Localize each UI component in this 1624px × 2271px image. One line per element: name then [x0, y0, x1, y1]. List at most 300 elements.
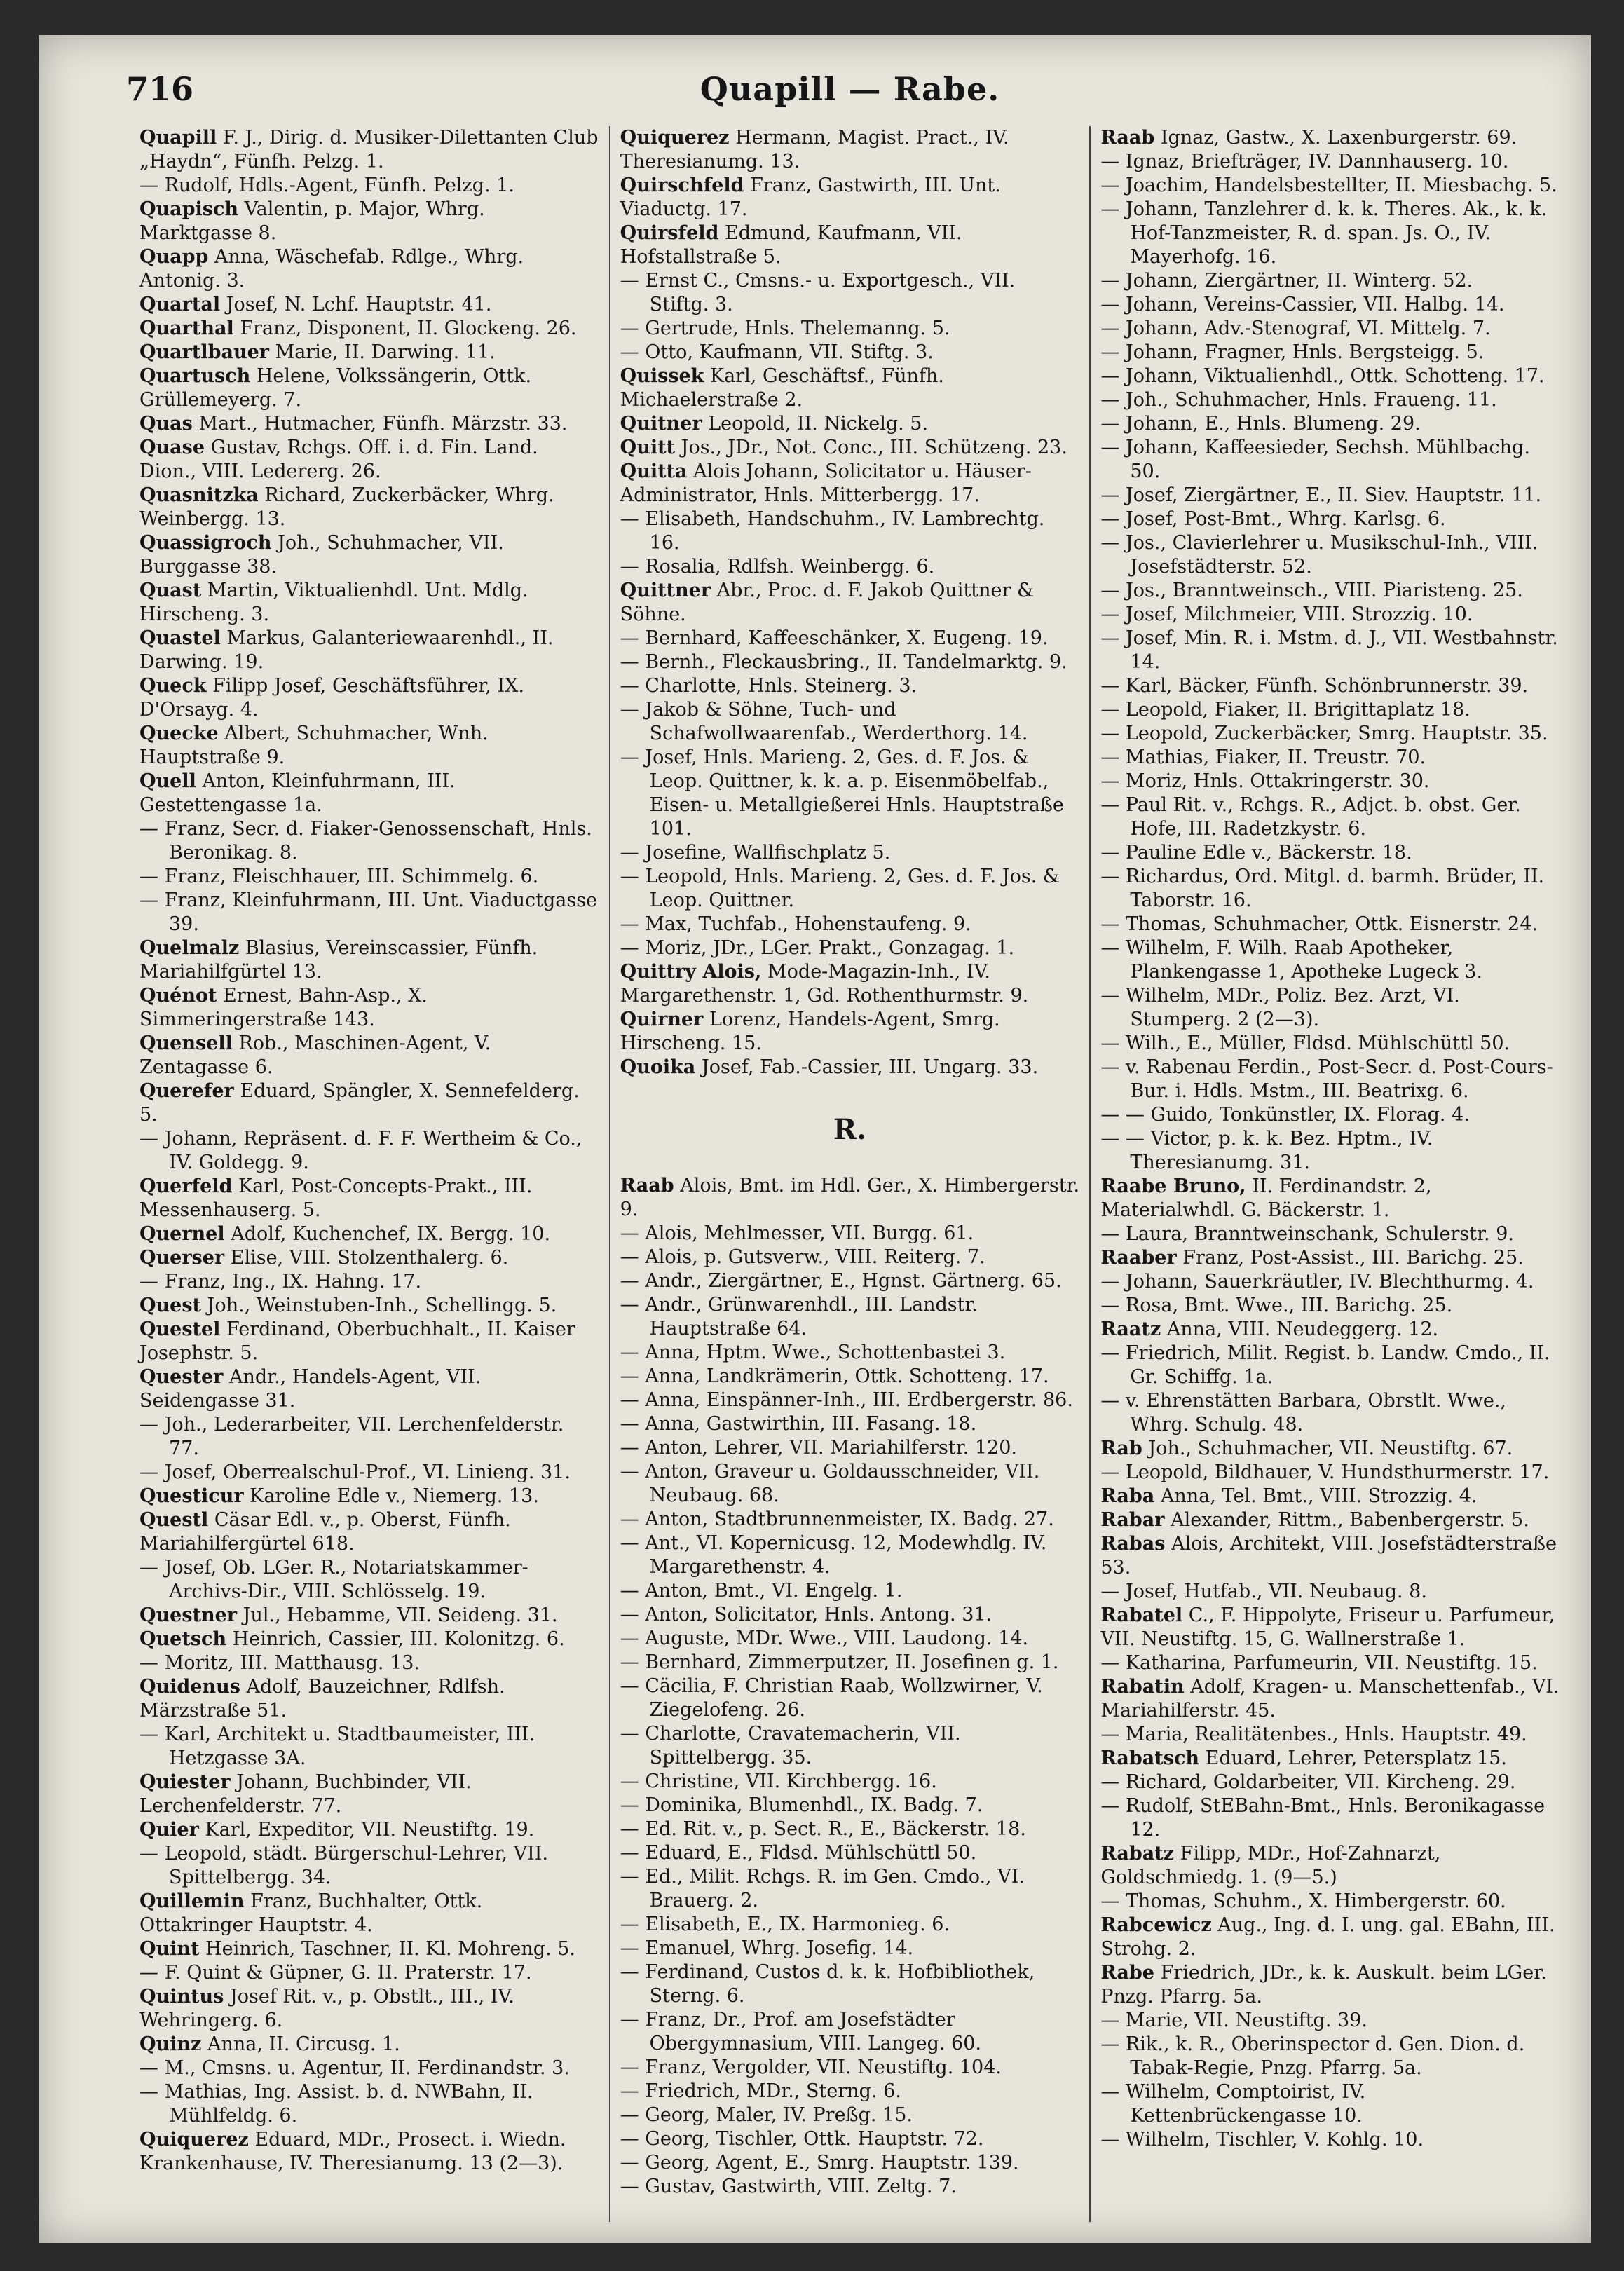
entry-details: Eduard, Lehrer, Petersplatz 15. [1205, 1747, 1507, 1769]
directory-entry [620, 1532, 1080, 1579]
entry-name: — Cäcilia, [620, 1675, 717, 1697]
entry-details: Ziergärtner, E., II. Siev. Hauptstr. 11. [1184, 484, 1542, 506]
directory-entry [1100, 1747, 1560, 1771]
directory-entry [620, 2175, 1080, 2199]
entry-details: Hermann, Magist. Pract., IV. Theresianumg. 13. [620, 127, 1009, 172]
directory-entry [620, 1651, 1080, 1675]
entry-name: Rabatsch [1100, 1747, 1200, 1769]
entry-name: — Dominika, [620, 1794, 743, 1816]
entry-details: Branntweinsch., VIII. Piaristeng. 25. [1172, 580, 1523, 601]
directory-entry [139, 174, 599, 198]
entry-details: Ignaz, Gastw., X. Laxenburgerstr. 69. [1160, 127, 1517, 149]
directory-entry [1100, 341, 1560, 364]
entry-details: Comptoirist, IV. Kettenbrückengasse 10. [1130, 2081, 1366, 2127]
directory-entry [620, 1008, 1080, 1056]
directory-entry [1100, 1246, 1560, 1270]
entry-details: Repräsent. d. F. F. Wertheim & Co., IV. Goldegg. 9. [169, 1128, 582, 1173]
entry-details: Lorenz, Handels-Agent, Smrg. Hirscheng. 15. [620, 1009, 1000, 1054]
directory-entry [620, 746, 1080, 841]
entry-details: E., IX. Harmonieg. 6. [746, 1914, 950, 1935]
entry-name: — Johann, [1100, 198, 1199, 220]
directory-entry [139, 1079, 599, 1127]
entry-details: Leopold, II. Nickelg. 5. [708, 413, 929, 435]
entry-name: Questicur [139, 1485, 244, 1507]
entry-name: Quasnitzka [139, 484, 259, 506]
entry-name: — Leopold, [1100, 699, 1209, 721]
entry-name: — Johann, [1100, 341, 1199, 363]
entry-name: — Anton, [620, 1508, 709, 1530]
directory-entry [139, 2128, 599, 2176]
entry-details: Hnls. Marieng. 2, Ges. d. F. Jos. & Leop. Quittner, k. k. a. p. Eisenmöbelfab., Eisen- u. Metallgießerei Hnls. Hauptstraße 101. [649, 746, 1064, 840]
entry-details: Barbara, Obrstlt. Wwe., Whrg. Schulg. 48. [1130, 1390, 1507, 1435]
entry-details: Bildhauer, V. Hundsthurmerstr. 17. [1214, 1461, 1550, 1483]
entry-details: Marie, II. Darwing. 11. [275, 341, 496, 363]
directory-entry [1100, 865, 1560, 913]
entry-details: Bmt. Wwe., III. Barichg. 25. [1184, 1295, 1453, 1316]
directory-entry [1100, 531, 1560, 579]
directory-entry [1100, 698, 1560, 722]
directory-entry [620, 1460, 1080, 1508]
directory-entry [620, 1627, 1080, 1651]
directory-entry [620, 1818, 1080, 1841]
entry-name: — Rudolf, [1100, 1795, 1194, 1817]
directory-entry [1100, 936, 1560, 984]
entry-details: Milit. Rchgs. R. im Gen. Cmdo., VI. Brauerg. 2. [649, 1866, 1025, 1911]
entry-details: p. Sect. R., E., Bäckerstr. 18. [749, 1818, 1026, 1840]
directory-entry [139, 1461, 599, 1485]
directory-entry [620, 936, 1080, 960]
entry-name: — Georg, [620, 2152, 710, 2174]
entry-details: E., Fldsd. Mühlschüttl 50. [728, 1842, 977, 1864]
entry-name: — Wilhelm, [1100, 985, 1210, 1007]
entry-details: Karl, Geschäftsf., Fünfh. Michaelerstraße 2. [620, 365, 944, 411]
entry-name: Rabatel [1100, 1604, 1183, 1626]
directory-entry [620, 1269, 1080, 1293]
entry-name: — Otto, [620, 341, 693, 363]
directory-entry [1100, 1914, 1560, 1961]
entry-name: — Rudolf, [139, 175, 233, 196]
entry-name: Quartlbauer [139, 341, 270, 363]
directory-entry [139, 1985, 599, 2033]
entry-name: — Ferdinand, [620, 1961, 750, 1983]
directory-entry [620, 341, 1080, 364]
entry-name: — Leopold, [620, 866, 728, 887]
entry-name: — Anton, [620, 1461, 709, 1482]
directory-entry [139, 1246, 599, 1270]
entry-name: — Georg, [620, 2128, 710, 2150]
entry-details: Fleckausbring., II. Tandelmarktg. 9. [721, 651, 1067, 673]
directory-entry [139, 2033, 599, 2057]
entry-details: Franz, Gastwirth, III. Unt. Viaductg. 17. [620, 175, 1001, 220]
directory-entry [139, 412, 599, 436]
entry-details: Fleischhauer, III. Schimmelg. 6. [232, 866, 539, 887]
entry-name: — Marie, [1100, 2010, 1189, 2031]
entry-details: Elise, VIII. Stolzenthalerg. 6. [230, 1247, 509, 1269]
directory-entry [139, 984, 599, 1032]
entry-details: Tuchfab., Hohenstaufeng. 9. [698, 913, 971, 935]
entry-name: Quensell [139, 1032, 233, 1054]
directory-entry [139, 1604, 599, 1628]
directory-entry [620, 1412, 1080, 1436]
entry-details: JDr., LGer. Prakt., Gonzagag. 1. [713, 937, 1015, 959]
entry-details: Realitätenbes., Hnls. Hauptstr. 49. [1194, 1724, 1527, 1745]
directory-entry [1100, 507, 1560, 531]
entry-details: Fiaker, II. Treustr. 70. [1215, 746, 1426, 768]
directory-entry [139, 936, 599, 984]
entry-name: — M., [139, 2057, 196, 2079]
entry-name: — Wilhelm, [1100, 2129, 1210, 2150]
directory-entry [139, 1222, 599, 1246]
entry-name: — Moriz, [620, 937, 707, 959]
entry-details: F. Christian Raab, Wollzwirner, V. Ziegelofeng. 26. [649, 1675, 1043, 1721]
directory-entry [139, 364, 599, 412]
entry-details: Clavierlehrer u. Musikschul-Inh., VIII. Josefstädterstr. 52. [1130, 532, 1538, 578]
entry-name: Quitner [620, 413, 702, 435]
entry-details: Einspänner-Inh., III. Erdbergerstr. 86. [706, 1389, 1073, 1411]
entry-details: Milit. Regist. b. Landw. Cmdo., II. Gr. Schiffg. 1a. [1130, 1342, 1550, 1388]
entry-details: Handschuhm., IV. Lambrechtg. 16. [649, 508, 1045, 554]
entry-details: Anna, II. Circusg. 1. [207, 2033, 400, 2055]
entry-name: — Franz, [139, 889, 226, 911]
entry-name: Raab [1100, 127, 1155, 149]
entry-name: Quier [139, 1819, 199, 1841]
entry-details: Franz, Buchhalter, Ottk. Ottakringer Hauptstr. 4. [139, 1890, 483, 1936]
entry-details: Ing., IX. Hahng. 17. [232, 1271, 422, 1293]
directory-entry [1100, 1532, 1560, 1580]
entry-details: Cmsns.- u. Exportgesch., VII. Stiftg. 3. [649, 270, 1016, 315]
entry-details: Vergolder, VII. Neustiftg. 104. [712, 2057, 1002, 2078]
directory-entry [620, 1794, 1080, 1818]
entry-details: Ziergärtner, II. Winterg. 52. [1204, 270, 1473, 292]
entry-details: Anna, Tel. Bmt., VIII. Strozzig. 4. [1160, 1485, 1478, 1507]
entry-details: Post-Bmt., Whrg. Karlsg. 6. [1184, 508, 1446, 530]
entry-name: — Josef, [1100, 484, 1178, 506]
directory-entry [1100, 603, 1560, 627]
entry-details: Blasius, Vereinscassier, Fünfh. Mariahilfgürtel 13. [139, 937, 538, 983]
entry-name: — Bernhard, [620, 1651, 742, 1673]
entry-name: — Josef, [1100, 627, 1178, 649]
directory-entry [139, 1365, 599, 1413]
entry-details: Handelsbestellter, II. Miesbachg. 5. [1215, 175, 1557, 196]
directory-entry [1100, 1389, 1560, 1437]
entry-details: Ob. LGer. R., Notariatskammer-Archivs-Dir., VIII. Schlösselg. 19. [169, 1557, 528, 1602]
entry-name: Querfeld [139, 1175, 233, 1197]
directory-entry [1100, 1723, 1560, 1747]
entry-name: — Franz, [139, 866, 226, 887]
entry-name: — Georg, [620, 2104, 710, 2126]
entry-name: — Jos., [1100, 532, 1167, 554]
directory-entry [1100, 2009, 1560, 2033]
entry-details: Karl, Expeditor, VII. Neustiftg. 19. [205, 1819, 535, 1841]
entry-details: Franz, Post-Assist., III. Barichg. 25. [1182, 1247, 1524, 1269]
directory-entry [139, 579, 599, 627]
directory-entry [1100, 317, 1560, 341]
entry-name: — Ernst C., [620, 270, 730, 292]
entry-name: — Ignaz, [1100, 151, 1185, 172]
entry-name: — Joh., [139, 1414, 208, 1435]
entry-details: MDr. Wwe., VIII. Laudong. 14. [735, 1628, 1029, 1649]
entry-details: Jos., JDr., Not. Conc., III. Schützeng. 23. [681, 437, 1067, 458]
entry-name: — Johann, [1100, 437, 1199, 458]
directory-entry [1100, 793, 1560, 841]
directory-entry [1100, 1604, 1560, 1651]
entry-details: Markus, Galanteriewaarenhdl., II. Darwing. 19. [139, 627, 554, 673]
directory-entry [1100, 984, 1560, 1032]
entry-name: — Franz, [620, 2009, 707, 2031]
entry-name: Quast [139, 580, 202, 601]
entry-name: Quillemin [139, 1890, 245, 1912]
entry-details: Hdls.-Agent, Fünfh. Pelzg. 1. [238, 175, 514, 196]
entry-name: Quiquerez [139, 2129, 249, 2150]
directory-entry [139, 126, 599, 174]
entry-name: Rab [1100, 1438, 1142, 1459]
directory-entry [139, 1723, 599, 1771]
entry-details: Ernest, Bahn-Asp., X. Simmeringerstraße 143. [139, 985, 428, 1030]
directory-entry [620, 1222, 1080, 1246]
entry-details: Kleinfuhrmann, III. Unt. Viaductgasse 39. [169, 889, 598, 935]
entry-name: — Johann, [1100, 318, 1199, 339]
directory-entry [1100, 1842, 1560, 1890]
directory-entry [139, 198, 599, 245]
directory-entry [1100, 1222, 1560, 1246]
entry-details: Rchgs. R., Adjct. b. obst. Ger. Hofe, III. Radetzkystr. 6. [1130, 794, 1521, 840]
directory-entry [1100, 1508, 1560, 1532]
directory-entry [139, 1961, 599, 1985]
entry-name: Quapp [139, 246, 209, 268]
entry-details: Kaufmann, VII. Stiftg. 3. [699, 341, 934, 363]
entry-details: p. Gutsverw., VIII. Reiterg. 7. [704, 1246, 985, 1268]
column-2 [609, 126, 1090, 2222]
entry-details: VII. Kirchbergg. 16. [745, 1771, 937, 1792]
entry-name: Quas [139, 413, 193, 435]
directory-entry [620, 269, 1080, 317]
entry-details: III. Matthausg. 13. [240, 1652, 421, 1674]
entry-details: Bäcker, Fünfh. Schönbrunnerstr. 39. [1178, 675, 1529, 697]
entry-name: — Ed. Rit. v., [620, 1818, 744, 1840]
directory-entry [1100, 1961, 1560, 2009]
entry-name: Raaber [1100, 1247, 1177, 1269]
entry-details: MDr., Sterng. 6. [746, 2080, 901, 2102]
directory-entry [620, 913, 1080, 936]
entry-details: Rdlfsh. Weinbergg. 6. [727, 556, 935, 578]
entry-name: Quartusch [139, 365, 251, 387]
entry-name: Rabe [1100, 1962, 1154, 1984]
directory-entry [1100, 1294, 1560, 1318]
directory-entry [139, 531, 599, 579]
directory-entry [620, 2080, 1080, 2103]
directory-entry [139, 1270, 599, 1294]
directory-entry [1100, 1580, 1560, 1604]
directory-entry [620, 1246, 1080, 1269]
entry-details: p. k. k. Bez. Hptm., IV. Theresianumg. 31. [1130, 1128, 1433, 1173]
directory-entry [620, 460, 1080, 507]
directory-entry [1100, 412, 1560, 436]
entry-details: StEBahn-Bmt., Hnls. Beronikagasse 12. [1130, 1795, 1545, 1841]
entry-name: Quitta [620, 461, 688, 482]
entry-details: Gastwirth, VIII. Zeltg. 7. [721, 2176, 957, 2197]
entry-details: Wallfischplatz 5. [732, 842, 891, 864]
entry-name: Rabcewicz [1100, 1914, 1212, 1936]
entry-name: Quissek [620, 365, 704, 387]
entry-details: Grünwarenhdl., III. Landstr. Hauptstraße 64. [649, 1294, 978, 1339]
entry-details: Mehlmesser, VII. Burgg. 61. [704, 1222, 974, 1244]
directory-entry [139, 674, 599, 722]
directory-entry [620, 1865, 1080, 1913]
entry-details: Karl, Post-Concepts-Prakt., III. Messenhauserg. 5. [139, 1175, 533, 1221]
entry-details: Ferdinand, Oberbuchhalt., II. Kaiser Josephstr. 5. [139, 1318, 575, 1364]
entry-details: Adolf, Kragen- u. Manschettenfab., VI. Mariahilferstr. 45. [1100, 1676, 1560, 1721]
entry-details: Zimmerputzer, II. Josefinen g. 1. [748, 1651, 1059, 1673]
directory-entry [620, 674, 1080, 698]
entry-details: Gastwirthin, III. Fasang. 18. [706, 1413, 977, 1435]
entry-details: MDr., Poliz. Bez. Arzt, VI. Stumperg. 2 (2—3). [1130, 985, 1460, 1030]
entry-name: Quetsch [139, 1628, 227, 1650]
entry-name: — Moriz, [1100, 770, 1188, 792]
entry-name: — Gustav, [620, 2176, 716, 2197]
directory-entry [1100, 1127, 1560, 1175]
entry-details: Heinrich, Taschner, II. Kl. Mohreng. 5. [205, 1938, 575, 1960]
entry-name: — Pauline Edle v., [1100, 842, 1272, 864]
entry-name: — Anna, [620, 1365, 701, 1387]
directory-entry [1100, 2033, 1560, 2080]
directory-entry [1100, 2128, 1560, 2152]
entry-name: — Eduard, [620, 1842, 722, 1864]
entry-name: — Anton, [620, 1604, 709, 1625]
directory-entry [620, 1579, 1080, 1603]
entry-details: Aug., Ing. d. I. ung. gal. EBahn, III. Strohg. 2. [1100, 1914, 1555, 1960]
entry-name: — Laura, [1100, 1223, 1188, 1245]
entry-name: — Charlotte, [620, 675, 742, 697]
entry-details: Karoline Edle v., Niemerg. 13. [250, 1485, 539, 1507]
directory-entry [620, 1365, 1080, 1389]
entry-name: — Rik., k. R., [1100, 2033, 1226, 2055]
directory-entry [620, 1174, 1080, 1222]
directory-entry [1100, 1651, 1560, 1675]
entry-name: — Bernhard, [620, 627, 742, 649]
entry-name: Quester [139, 1366, 224, 1388]
directory-entry [620, 555, 1080, 579]
entry-details: Filipp Josef, Geschäftsführer, IX. D'Orsayg. 4. [139, 675, 524, 721]
entry-details: Hnls. Thelemanng. 5. [744, 318, 950, 339]
directory-entry [139, 627, 599, 674]
directory-entry [620, 317, 1080, 341]
entry-name: — Johann, [1100, 270, 1199, 292]
entry-details: Abr., Proc. d. F. Jakob Quittner & Söhne. [620, 580, 1035, 625]
entry-details: Heinrich, Cassier, III. Kolonitzg. 6. [232, 1628, 565, 1650]
entry-name: — — Victor, [1100, 1128, 1213, 1150]
entry-details: Alois, Bmt. im Hdl. Ger., X. Himbergerstr. 9. [620, 1175, 1080, 1220]
directory-entry [1100, 388, 1560, 412]
directory-entry [1100, 364, 1560, 388]
entry-name: — Franz, [139, 818, 226, 840]
directory-entry [1100, 2080, 1560, 2128]
entry-details: Branntweinschank, Schulerstr. 9. [1194, 1223, 1514, 1245]
entry-details: II. Ferdinandstr. 2, Materialwhdl. G. Bäckerstr. 1. [1100, 1175, 1432, 1221]
directory-entry [139, 1508, 599, 1556]
entry-name: — Josef, [1100, 603, 1178, 625]
directory-entry [620, 1722, 1080, 1770]
entry-details: E., Müller, Fldsd. Mühlschüttl 50. [1187, 1032, 1510, 1054]
directory-entry [620, 2151, 1080, 2175]
entry-name: — Karl, [1100, 675, 1173, 697]
entry-name: — Katharina, [1100, 1652, 1227, 1674]
entry-name: Quassigroch [139, 532, 272, 554]
entry-details: Oberrealschul-Prof., VI. Linieng. 31. [222, 1461, 571, 1483]
entry-name: — Leopold, [1100, 723, 1209, 744]
entry-name: — Josef, [1100, 508, 1178, 530]
entry-name: Questl [139, 1509, 209, 1531]
directory-entry [1100, 293, 1560, 317]
entry-details: Alexander, Rittm., Babenbergerstr. 5. [1171, 1509, 1529, 1531]
entry-name: Quitt [620, 437, 676, 458]
directory-entry [139, 1937, 599, 1961]
entry-name: Quoika [620, 1056, 696, 1078]
directory-entry [1100, 722, 1560, 746]
directory-entry [139, 817, 599, 865]
directory-entry [620, 1603, 1080, 1627]
directory-entry [139, 889, 599, 936]
entry-details: Bmt., VI. Engelg. 1. [714, 1580, 903, 1602]
entry-name: — v. Rabenau [1100, 1056, 1231, 1078]
directory-entry [1100, 579, 1560, 603]
entry-name: — Mathias, [1100, 746, 1210, 768]
directory-entry [1100, 1794, 1560, 1842]
entry-details: Mode-Magazin-Inh., IV. Margarethenstr. 1, Gd. Rothenthurmstr. 9. [620, 961, 1029, 1007]
entry-name: — Johann, [1100, 365, 1199, 387]
entry-details: Schuhmacher, Hnls. Fraueng. 11. [1175, 389, 1497, 411]
entry-name: — Joachim, [1100, 175, 1209, 196]
entry-name: — Richardus, [1100, 866, 1229, 887]
directory-entry [620, 1913, 1080, 1937]
entry-name: — F. Quint & Güpner, [139, 1962, 346, 1984]
running-title: Quapill — Rabe. [700, 70, 1000, 108]
directory-page [39, 35, 1591, 2243]
entry-details: VII. Neustiftg. 39. [1194, 2010, 1367, 2031]
entry-name: Quiquerez [620, 127, 730, 149]
entry-details: Secr. d. Fiaker-Genossenschaft, Hnls. Beronikag. 8. [169, 818, 592, 864]
directory-entry [620, 865, 1080, 913]
entry-name: — Rosalia, [620, 556, 721, 578]
entry-name: — Josef, [139, 1557, 217, 1578]
entry-name: Quint [139, 1938, 200, 1960]
entry-details: Friedrich, JDr., k. k. Auskult. beim LGer. Pnzg. Pfarrg. 5a. [1100, 1962, 1547, 2007]
entry-details: Bäckerstr. 18. [1278, 842, 1412, 864]
entry-details: Tischler, Ottk. Hauptstr. 72. [716, 2128, 984, 2150]
entry-details: G. II. Praterstr. 17. [350, 1962, 532, 1984]
entry-details: Eduard, MDr., Prosect. i. Wiedn. Krankenhause, IV. Theresianumg. 13 (2—3). [139, 2129, 566, 2174]
entry-name: Quinz [139, 2033, 202, 2055]
entry-name: — Josef, [139, 1461, 217, 1483]
entry-name: Questner [139, 1604, 238, 1626]
entry-name: — Josef, [620, 746, 697, 768]
directory-entry [139, 1818, 599, 1842]
directory-entry [1100, 1771, 1560, 1794]
directory-entry [1100, 1675, 1560, 1723]
entry-name: — Charlotte, [620, 1723, 742, 1745]
entry-details: Cravatemacherin, VII. Spittelbergg. 35. [649, 1723, 961, 1768]
entry-name: — Anton, [620, 1437, 709, 1459]
entry-name: — Thomas, [1100, 1890, 1207, 1912]
entry-name: — Mathias, [139, 2081, 248, 2103]
entry-details: Whrg. Josefig. 14. [742, 1937, 914, 1959]
directory-entry [139, 1294, 599, 1318]
entry-name: Quénot [139, 985, 217, 1007]
entry-details: Viktualienhdl., Ottk. Schotteng. 17. [1204, 365, 1545, 387]
entry-details: Adolf, Kuchenchef, IX. Bergg. 10. [231, 1223, 551, 1245]
entry-name: Quittry Alois, [620, 961, 762, 983]
directory-entry [139, 1485, 599, 1508]
entry-details: Andr., Handels-Agent, VII. Seidengasse 31. [139, 1366, 482, 1412]
